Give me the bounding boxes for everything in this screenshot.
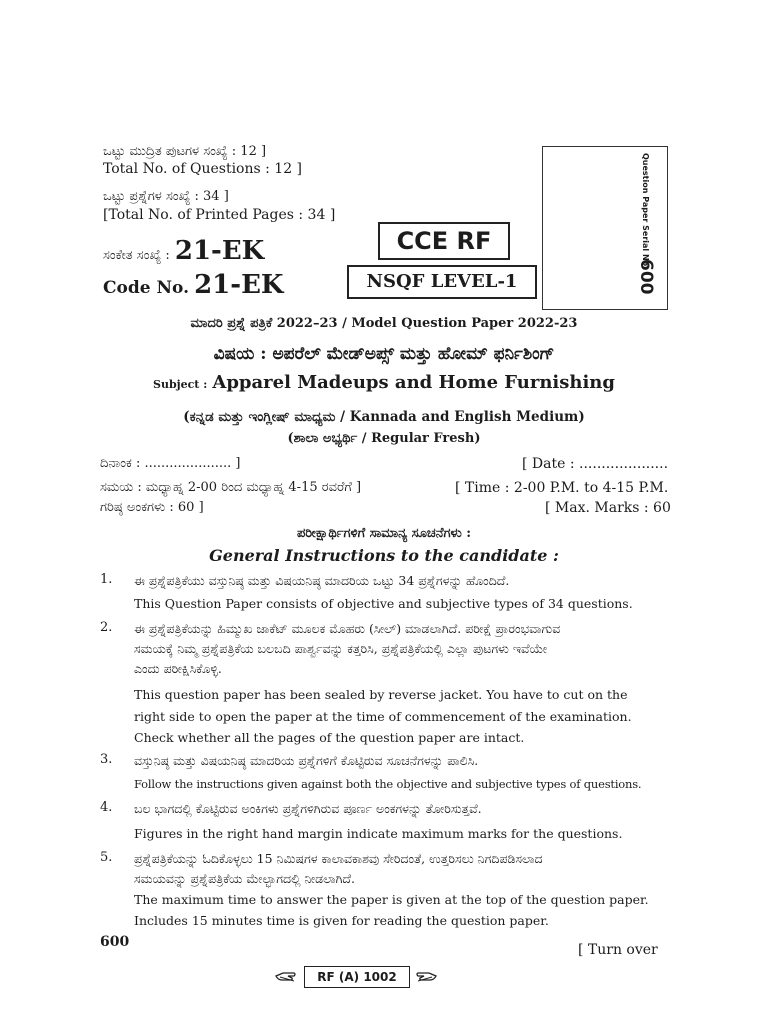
instruction-kn-line: ಸಮಯವನ್ನು ಪ್ರಶ್ನೆಪತ್ರಿಕೆಯ ಮೇಲ್ಭಾಗದಲ್ಲಿ ನೀಡಲಾಗಿದೆ.	[134, 871, 355, 886]
time: [ Time : 2-00 P.M. to 4-15 P.M.	[455, 480, 669, 496]
candidate-type: (ಶಾಲಾ ಅಭ್ಯರ್ಥಿ / Regular Fresh)	[287, 431, 481, 446]
instruction-kn-line: ಬಲ ಭಾಗದಲ್ಲಿ ಕೊಟ್ಟಿರುವ ಅಂಕಿಗಳು ಪ್ರಶ್ನೆಗಳಿಗಿರುವ ಪೂರ್ಣ ಅಂಕಗಳನ್ನು ತೋರಿಸುತ್ತವೆ.	[134, 801, 482, 816]
kn-total-questions: ಒಟ್ಟು ಪ್ರಶ್ನೆಗಳ ಸಂಖ್ಯೆ : 34 ]	[103, 189, 229, 204]
instruction-number: 3.	[100, 752, 113, 767]
cce-rf-box: CCE RF	[378, 222, 510, 260]
instruction-number: 2.	[100, 620, 113, 635]
kn-code-row	[103, 236, 264, 266]
serial-label: Question Paper Serial No.	[641, 153, 650, 270]
medium-line: (ಕನ್ನಡ ಮತ್ತು ಇಂಗ್ಲೀಷ್ ಮಾಧ್ಯಮ / Kannada and English Medium)	[183, 409, 585, 425]
instruction-kn-line: ಈ ಪ್ರಶ್ನೆಪತ್ರಿಕೆಯನ್ನು ಹಿಮ್ಮುಖ ಜಾಕೆಟ್ ಮೂಲಕ ಮೊಹರು (ಸೀಲ್) ಮಾಡಲಾಗಿದೆ. ಪರೀಕ್ಷೆ ಪ್ರಾರಂಭವಾಗುವ	[134, 621, 561, 636]
instruction-en-line: Check whether all the pages of the question paper are intact.	[134, 730, 525, 745]
max-marks: [ Max. Marks : 60	[545, 500, 671, 516]
total-printed-pages: [Total No. of Printed Pages : 34 ]	[103, 207, 336, 223]
instruction-number: 1.	[100, 572, 113, 587]
kn-instructions-heading: ಪರೀಕ್ಷಾರ್ಥಿಗಳಿಗೆ ಸಾಮಾನ್ಯ ಸೂಚನೆಗಳು :	[296, 526, 472, 541]
kn-total-printed-pages: ಒಟ್ಟು ಮುದ್ರಿತ ಪುಟಗಳ ಸಂಖ್ಯೆ : 12 ]	[103, 144, 267, 159]
kn-subject: ವಿಷಯ : ಅಪರೆಲ್ ಮೇಡ್‌ಅಪ್ಸ್ ಮತ್ತು ಹೋಮ್ ಫರ್ನಿಶಿಂಗ್	[213, 344, 555, 364]
rf-code-box: RF (A) 1002	[304, 966, 410, 988]
pointing-hand-left-icon	[274, 968, 298, 984]
instruction-kn-line: ಈ ಪ್ರಶ್ನೆಪತ್ರಿಕೆಯು ವಸ್ತುನಿಷ್ಠ ಮತ್ತು ವಿಷಯನಿಷ್ಠ ಮಾದರಿಯ ಒಟ್ಟು 34 ಪ್ರಶ್ನೆಗಳನ್ನು ಹೊಂದಿದೆ.	[134, 573, 510, 588]
serial-number-box	[542, 146, 668, 310]
instruction-kn-line: ಸಮಯಕ್ಕೆ ನಿಮ್ಮ ಪ್ರಶ್ನೆಪತ್ರಿಕೆಯ ಬಲಬದಿ ಪಾರ್ಶ್ವವನ್ನು ಕತ್ತರಿಸಿ, ಪ್ರಶ್ನೆಪತ್ರಿಕೆಯಲ್ಲಿ ಎಲ್ಲಾ ಪುಟಗಳು ಇವೆಯೇ	[134, 641, 547, 656]
kn-max-marks: ಗರಿಷ್ಠ ಅಂಕಗಳು : 60 ]	[100, 500, 204, 515]
instruction-en-line: right side to open the paper at the time of commencement of the examination.	[134, 709, 632, 724]
total-questions: Total No. of Questions : 12 ]	[103, 161, 303, 177]
instruction-kn-line: ಪ್ರಶ್ನೆಪತ್ರಿಕೆಯನ್ನು ಓದಿಕೊಳ್ಳಲು 15 ನಿಮಿಷಗಳ ಕಾಲಾವಕಾಶವು ಸೇರಿದಂತೆ, ಉತ್ತರಿಸಲು ನಿಗದಿಪಡಿಸಲಾದ	[134, 851, 543, 866]
serial-number: 600	[636, 259, 656, 295]
instruction-en-line: Includes 15 minutes time is given for reading the question paper.	[134, 913, 549, 928]
instruction-en-line: This question paper has been sealed by reverse jacket. You have to cut on the	[134, 687, 628, 702]
pointing-hand-right-icon	[414, 968, 438, 984]
instruction-kn-line: ವಸ್ತುನಿಷ್ಠ ಮತ್ತು ವಿಷಯನಿಷ್ಠ ಮಾದರಿಯ ಪ್ರಶ್ನೆಗಳಿಗೆ ಕೊಟ್ಟಿರುವ ಸೂಚನೆಗಳನ್ನು ಪಾಲಿಸಿ.	[134, 753, 479, 768]
code-label: Code No.	[103, 278, 189, 298]
instruction-en-line: This Question Paper consists of objective and subjective types of 34 questions.	[134, 596, 633, 611]
subject-label: Subject :	[153, 378, 208, 391]
date: [ Date : ....................	[522, 456, 669, 472]
kn-code-value: 21-EK	[174, 236, 265, 266]
model-paper-title: ಮಾದರಿ ಪ್ರಶ್ನೆ ಪತ್ರಿಕೆ 2022–23 / Model Question Paper 2022-23	[190, 316, 578, 331]
kn-code-label: ಸಂಕೇತ ಸಂಖ್ಯೆ :	[103, 248, 170, 263]
nsqf-level-box: NSQF LEVEL-1	[347, 265, 537, 299]
code-value: 21-EK	[194, 270, 284, 300]
instruction-en-line: Follow the instructions given against both the objective and subjective types of questions.	[134, 777, 642, 791]
instruction-number: 4.	[100, 800, 113, 815]
instruction-en-line: Figures in the right hand margin indicate maximum marks for the questions.	[134, 826, 623, 841]
subject-row	[0, 372, 768, 393]
kn-time: ಸಮಯ : ಮಧ್ಯಾಹ್ನ 2-00 ರಿಂದ ಮಧ್ಯಾಹ್ನ 4-15 ರವರೆಗೆ ]	[100, 480, 362, 495]
turn-over: [ Turn over	[578, 942, 658, 958]
instruction-kn-line: ಎಂದು ಪರೀಕ್ಷಿಸಿಕೊಳ್ಳಿ.	[134, 661, 222, 676]
instruction-number: 5.	[100, 850, 113, 865]
instruction-en-line: The maximum time to answer the paper is given at the top of the question paper.	[134, 892, 649, 907]
subject-value: Apparel Madeups and Home Furnishing	[212, 372, 615, 393]
kn-date: ದಿನಾಂಕ : ..................... ]	[100, 456, 241, 471]
page-code: 600	[100, 934, 130, 950]
instructions-heading: General Instructions to the candidate :	[209, 546, 559, 565]
code-row	[103, 270, 283, 300]
